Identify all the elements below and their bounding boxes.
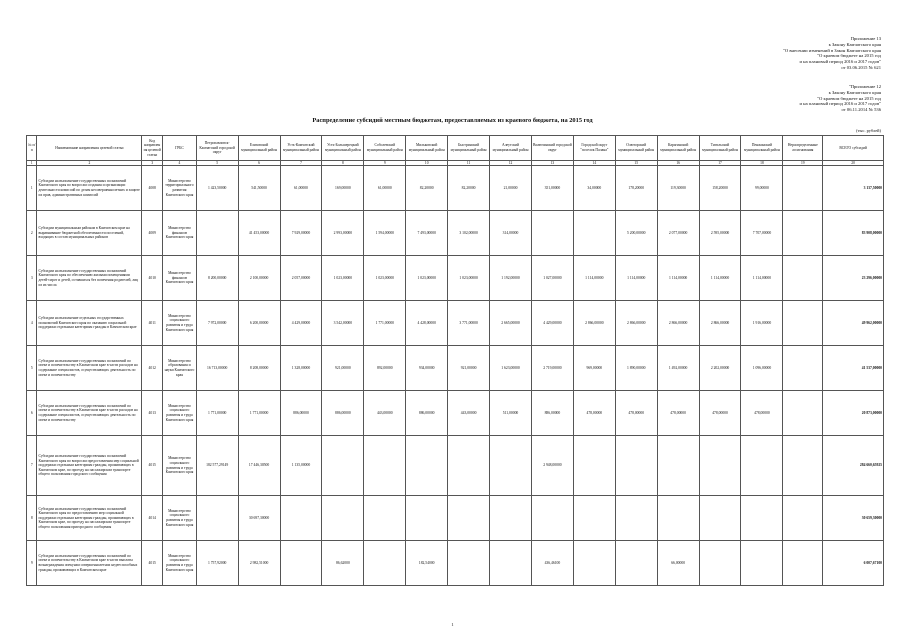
amount-cell: 158,20000 (699, 166, 741, 211)
row-number-cell: 9 (27, 541, 37, 586)
grbs-cell: Министерство социального развития и труда Камчатского края (163, 391, 197, 436)
amount-cell (741, 496, 783, 541)
total-cell: 83 908,00000 (823, 211, 884, 256)
amount-cell (280, 496, 322, 541)
amount-cell: 1 890,00000 (615, 346, 657, 391)
amount-cell: 61,00000 (364, 166, 406, 211)
appendix-13-line: и на плановый период 2016 и 2017 годов" (799, 59, 881, 65)
amount-cell (448, 496, 490, 541)
header-cell: Алеутский муниципальный район (490, 136, 532, 161)
appendix-13-line: Приложение 13 (850, 36, 881, 41)
amount-cell (531, 211, 573, 256)
header-cell: Вилючинский городской округ (531, 136, 573, 161)
amount-cell (699, 496, 741, 541)
total-cell: 284 660,65925 (823, 436, 884, 496)
amount-cell: 2 202,00000 (699, 346, 741, 391)
amount-cell (406, 496, 448, 541)
amount-cell: 2 057,00000 (280, 256, 322, 301)
amount-cell: 1 096,00000 (741, 346, 783, 391)
amount-cell: 351,00000 (531, 166, 573, 211)
document-title: Распределение субсидий местным бюджетам, предоставляемых из краевого бюджета, на 2015 год (312, 117, 593, 124)
grbs-cell: Министерство социального развития и труда Камчатского края (163, 436, 197, 496)
total-cell: 3 137,50000 (823, 166, 884, 211)
code-cell: 4011 (142, 301, 163, 346)
amount-cell (783, 541, 823, 586)
row-number-cell: 6 (27, 391, 37, 436)
amount-cell: 1 192,00000 (490, 256, 532, 301)
amount-cell: 886,00000 (322, 391, 364, 436)
amount-cell: 8 208,00000 (238, 346, 280, 391)
table-row (27, 436, 884, 496)
appendix-13-line: "О внесении изменений в Закон Камчатского края (783, 47, 881, 53)
amount-cell: 3 771,00000 (448, 301, 490, 346)
grbs-cell: Министерство социального развития и труда Камчатского края (163, 541, 197, 586)
amount-cell: 34,00000 (573, 166, 615, 211)
amount-cell: 16 713,00000 (196, 346, 238, 391)
amount-cell: 82,20000 (406, 166, 448, 211)
amount-cell: 86,62000 (322, 541, 364, 586)
amount-cell: 1 114,00000 (615, 256, 657, 301)
header-cell: Петропавловск-Камчатский городской округ (196, 136, 238, 161)
column-number: 12 (490, 161, 532, 166)
total-cell: 6 007,67100 (823, 541, 884, 586)
purpose-cell: Субсидии на выполнение государственных полномочий Камчатского края по вопросам предоставления мер социальной поддержки отдельным категориям граждан, проживающих в Камчатском крае, по проезду на пассажирском транспорте общего пользования городского сообщения (37, 436, 142, 496)
code-cell: 4008 (142, 166, 163, 211)
amount-cell: 3 102,00000 (448, 211, 490, 256)
appendix-13-line: от 03.06.2015 № 621 (841, 64, 881, 70)
amount-cell: 478,00000 (615, 391, 657, 436)
purpose-cell: Субсидии на выполнение государственных полномочий по опеке и попечительству в Камчатском крае в части расходов на содержание специалистов, осуществляющих деятельность по опеке и попечительству (37, 391, 142, 436)
column-number: 17 (699, 161, 741, 166)
grbs-cell: Министерство финансов Камчатского края (163, 211, 197, 256)
amount-cell (699, 541, 741, 586)
purpose-cell: Субсидии на выполнение государственных полномочий по опеке и попечительству в Камчатском крае в части выплаты вознаграждения опекунам совершеннолетних недееспособных граждан, проживающих в Камчатском крае (37, 541, 142, 586)
amount-cell: 1 771,00000 (238, 391, 280, 436)
header-cell: Соболевский муниципальный район (364, 136, 406, 161)
row-number-cell: 8 (27, 496, 37, 541)
amount-cell: 1 023,00000 (448, 256, 490, 301)
amount-cell: 41 453,00000 (238, 211, 280, 256)
amount-cell (741, 436, 783, 496)
amount-cell: 1 771,00000 (364, 301, 406, 346)
amount-cell: 443,00000 (364, 391, 406, 436)
purpose-cell: Субсидии на выполнение государственных полномочий Камчатского края по вопросам создания и организации деятельности комиссий по делам несовершеннолетних и защите их прав, административных комиссий (37, 166, 142, 211)
amount-cell (531, 496, 573, 541)
amount-cell: 99,00000 (741, 166, 783, 211)
amount-cell: 1 771,00000 (196, 391, 238, 436)
amount-cell: 478,00000 (699, 391, 741, 436)
appendix-12-line: "О краевом бюджете на 2015 год (817, 95, 881, 101)
amount-cell: 886,00000 (531, 391, 573, 436)
table-row (27, 301, 884, 346)
amount-cell (783, 496, 823, 541)
amount-cell: 3 542,00000 (322, 301, 364, 346)
amount-cell (448, 541, 490, 586)
amount-cell: 8 200,00000 (196, 256, 238, 301)
amount-cell (490, 496, 532, 541)
amount-cell: 886,00000 (406, 391, 448, 436)
code-cell: 4015 (142, 541, 163, 586)
row-number-cell: 3 (27, 256, 37, 301)
amount-cell (573, 541, 615, 586)
amount-cell (783, 166, 823, 211)
amount-cell: 82,20000 (448, 166, 490, 211)
appendix-12-note (800, 84, 881, 113)
amount-cell (196, 496, 238, 541)
amount-cell: 511,00000 (490, 391, 532, 436)
appendix-12-line: от 06.11.2014 № 536 (841, 107, 881, 113)
amount-cell: 1 623,00000 (490, 346, 532, 391)
row-number-cell: 4 (27, 301, 37, 346)
amount-cell (615, 436, 657, 496)
amount-cell (783, 436, 823, 496)
grbs-cell: Министерство финансов Камчатского края (163, 256, 197, 301)
subsidy-table (26, 135, 884, 586)
amount-cell: 1 023,00000 (364, 256, 406, 301)
amount-cell (406, 436, 448, 496)
amount-cell: 934,00000 (406, 346, 448, 391)
code-cell: 4015 (142, 436, 163, 496)
table-row (27, 256, 884, 301)
table-row (27, 391, 884, 436)
row-number-cell: 5 (27, 346, 37, 391)
amount-cell: 17 446,30500 (238, 436, 280, 496)
amount-cell: 2 719,00000 (531, 346, 573, 391)
table-row (27, 346, 884, 391)
table-row (27, 211, 884, 256)
header-cell: Елизовский муниципальный район (238, 136, 280, 161)
appendix-12-line: "Приложение 12 (848, 84, 881, 89)
table-row (27, 496, 884, 541)
column-number: 1 (27, 161, 37, 166)
header-cell: Тигильский муниципальный район (699, 136, 741, 161)
column-number: 2 (37, 161, 142, 166)
amount-cell: 892,00000 (364, 346, 406, 391)
amount-cell: 7 972,00000 (196, 301, 238, 346)
amount-cell: 2 665,00000 (490, 301, 532, 346)
column-number: 14 (573, 161, 615, 166)
purpose-cell: Субсидии муниципальным районам в Камчатском крае на выравнивание бюджетной обеспеченности поселений, входящих в состав муниципальных районов (37, 211, 142, 256)
grbs-cell: Министерство территориального развития Камчатского края (163, 166, 197, 211)
amount-cell (322, 496, 364, 541)
amount-cell (573, 436, 615, 496)
amount-cell: 969,00000 (573, 346, 615, 391)
header-cell: № п/п (27, 136, 37, 161)
amount-cell: 2 866,00000 (615, 301, 657, 346)
column-number: 5 (196, 161, 238, 166)
amount-cell (741, 541, 783, 586)
row-number-cell: 1 (27, 166, 37, 211)
amount-cell: 66,00000 (657, 541, 699, 586)
amount-cell: 436,46100 (531, 541, 573, 586)
amount-cell: 1 114,00000 (573, 256, 615, 301)
column-number: 3 (142, 161, 163, 166)
amount-cell: 178,20000 (615, 166, 657, 211)
amount-cell: 5 200,00000 (615, 211, 657, 256)
column-number: 15 (615, 161, 657, 166)
header-cell: Мильковский муниципальный район (406, 136, 448, 161)
amount-cell: 314,00000 (490, 211, 532, 256)
amount-cell: 21,00000 (490, 166, 532, 211)
amount-cell: 4 429,00000 (280, 301, 322, 346)
amount-cell: 2 866,00000 (657, 301, 699, 346)
amount-cell: 6 200,00000 (238, 301, 280, 346)
column-number: 13 (531, 161, 573, 166)
amount-cell: 1 757,92000 (196, 541, 238, 586)
amount-cell: 2 982,51000 (238, 541, 280, 586)
appendix-12-line: к Закону Камчатского края (828, 89, 881, 95)
code-cell: 4012 (142, 346, 163, 391)
row-number-cell: 2 (27, 211, 37, 256)
amount-cell: 7 707,00000 (741, 211, 783, 256)
amount-cell: 30 697,30000 (238, 496, 280, 541)
total-cell: 41 537,00000 (823, 346, 884, 391)
purpose-cell: Субсидии на выполнение государственных полномочий по опеке и попечительству в Камчатском крае в части расходов на содержание специалистов, осуществляющих деятельность по опеке и попечительству (37, 346, 142, 391)
grbs-cell: Министерство социального развития и труда Камчатского края (163, 301, 197, 346)
amount-cell (322, 436, 364, 496)
column-number: 10 (406, 161, 448, 166)
grbs-cell: Министерство социального развития и труда Камчатского края (163, 496, 197, 541)
amount-cell: 1 328,00000 (280, 346, 322, 391)
grbs-cell: Министерство образования и науки Камчатского края (163, 346, 197, 391)
table-row (27, 541, 884, 586)
amount-cell: 921,00000 (448, 346, 490, 391)
amount-cell (364, 436, 406, 496)
amount-cell (783, 346, 823, 391)
column-number: 18 (741, 161, 783, 166)
amount-cell: 1 114,00000 (741, 256, 783, 301)
amount-cell: 2 100,00000 (238, 256, 280, 301)
amount-cell: 1 114,00000 (699, 256, 741, 301)
header-cell: Наименование направления целевой статьи (37, 136, 142, 161)
amount-cell: 2 595,00000 (699, 211, 741, 256)
amount-cell: 1 423,50000 (196, 166, 238, 211)
amount-cell: 2 948,00000 (531, 436, 573, 496)
amount-cell (783, 211, 823, 256)
column-number: 7 (280, 161, 322, 166)
column-number: 8 (322, 161, 364, 166)
page-number: 1 (451, 622, 454, 627)
total-cell: 23 296,00000 (823, 256, 884, 301)
purpose-cell: Субсидии на выполнение государственных полномочий Камчатского края по обеспечению жилыми помещениями детей-сирот и детей, оставшихся без попечения родителей, лиц из их числа (37, 256, 142, 301)
amount-cell: 1 027,00000 (531, 256, 573, 301)
column-number: 4 (163, 161, 197, 166)
header-row (27, 136, 884, 161)
amount-cell (783, 391, 823, 436)
column-number: 11 (448, 161, 490, 166)
header-cell: Олюторский муниципальный район (615, 136, 657, 161)
header-cell: Быстринский муниципальный район (448, 136, 490, 161)
code-cell: 4014 (142, 496, 163, 541)
purpose-cell: Субсидии на выполнение государственных полномочий Камчатского края по предоставлению мер социальной поддержки отдельным категориям граждан, проживающих в Камчатском крае, по проезду на пассажирском транспорте общего пользования пригородного сообщения (37, 496, 142, 541)
amount-cell: 169,00000 (322, 166, 364, 211)
amount-cell: 182,54000 (406, 541, 448, 586)
amount-cell: 4 429,00000 (531, 301, 573, 346)
total-cell: 30 659,30000 (823, 496, 884, 541)
amount-cell: 119,30000 (657, 166, 699, 211)
amount-cell: 478,00000 (573, 391, 615, 436)
amount-cell: 1 594,00000 (364, 211, 406, 256)
header-cell: Усть-Большерецкий муниципальный район (322, 136, 364, 161)
appendix-12-line: и на плановый период 2016 и 2017 годов" (799, 101, 881, 107)
amount-cell (196, 211, 238, 256)
amount-cell: 443,00000 (448, 391, 490, 436)
code-cell: 4009 (142, 211, 163, 256)
amount-cell: 4 428,00000 (406, 301, 448, 346)
amount-cell: 61,00000 (280, 166, 322, 211)
amount-cell (657, 436, 699, 496)
amount-cell (573, 496, 615, 541)
purpose-cell: Субсидии на выполнение отдельных государственных полномочий Камчатского края по оказанию социальной поддержки отдельным категориям граждан в Камчатском крае (37, 301, 142, 346)
amount-cell: 1 135,00000 (280, 436, 322, 496)
header-cell: Карагинский муниципальный район (657, 136, 699, 161)
amount-cell: 1 023,00000 (406, 256, 448, 301)
column-number: 16 (657, 161, 699, 166)
amount-cell: 1 114,00000 (657, 256, 699, 301)
amount-cell (699, 436, 741, 496)
amount-cell (364, 541, 406, 586)
amount-cell: 478,00000 (741, 391, 783, 436)
column-number: 19 (783, 161, 823, 166)
amount-cell (657, 496, 699, 541)
amount-cell (783, 256, 823, 301)
appendix-13-note (783, 36, 881, 71)
header-cell: Пенжинский муниципальный район (741, 136, 783, 161)
amount-cell (615, 541, 657, 586)
amount-cell: 1 023,00000 (322, 256, 364, 301)
amount-cell (615, 496, 657, 541)
code-cell: 4013 (142, 391, 163, 436)
amount-cell: 2 866,00000 (573, 301, 615, 346)
total-cell: 20 873,00000 (823, 391, 884, 436)
amount-cell: 541,50000 (238, 166, 280, 211)
header-cell: Код направления целевой статьи (142, 136, 163, 161)
code-cell: 4010 (142, 256, 163, 301)
column-number: 6 (238, 161, 280, 166)
appendix-13-line: к Закону Камчатского края (828, 41, 881, 47)
header-cell: Нераспределенные ассигнования (783, 136, 823, 161)
amount-cell: 478,00000 (657, 391, 699, 436)
amount-cell: 1 492,00000 (657, 346, 699, 391)
amount-cell: 2 866,00000 (699, 301, 741, 346)
units-label: (тыс. рублей) (856, 128, 881, 133)
amount-cell: 182 577,29149 (196, 436, 238, 496)
header-cell: Городской округ "поселок Палана" (573, 136, 615, 161)
amount-cell: 886,00000 (280, 391, 322, 436)
amount-cell (280, 541, 322, 586)
amount-cell: 2 993,00000 (322, 211, 364, 256)
amount-cell (364, 496, 406, 541)
total-cell: 49 962,00000 (823, 301, 884, 346)
amount-cell (573, 211, 615, 256)
amount-cell: 921,00000 (322, 346, 364, 391)
table-row (27, 166, 884, 211)
amount-cell (783, 301, 823, 346)
row-number-cell: 7 (27, 436, 37, 496)
appendix-13-line: "О краевом бюджете на 2015 год (817, 53, 881, 59)
amount-cell: 7 493,00000 (406, 211, 448, 256)
column-number: 9 (364, 161, 406, 166)
header-cell: Усть-Камчатский муниципальный район (280, 136, 322, 161)
amount-cell: 2 077,00000 (657, 211, 699, 256)
amount-cell (490, 436, 532, 496)
amount-cell: 7 929,00000 (280, 211, 322, 256)
amount-cell (448, 436, 490, 496)
header-cell: ГРБС (163, 136, 197, 161)
amount-cell (490, 541, 532, 586)
header-cell: ВСЕГО субсидий (823, 136, 884, 161)
column-number: 20 (823, 161, 884, 166)
amount-cell: 1 916,00000 (741, 301, 783, 346)
